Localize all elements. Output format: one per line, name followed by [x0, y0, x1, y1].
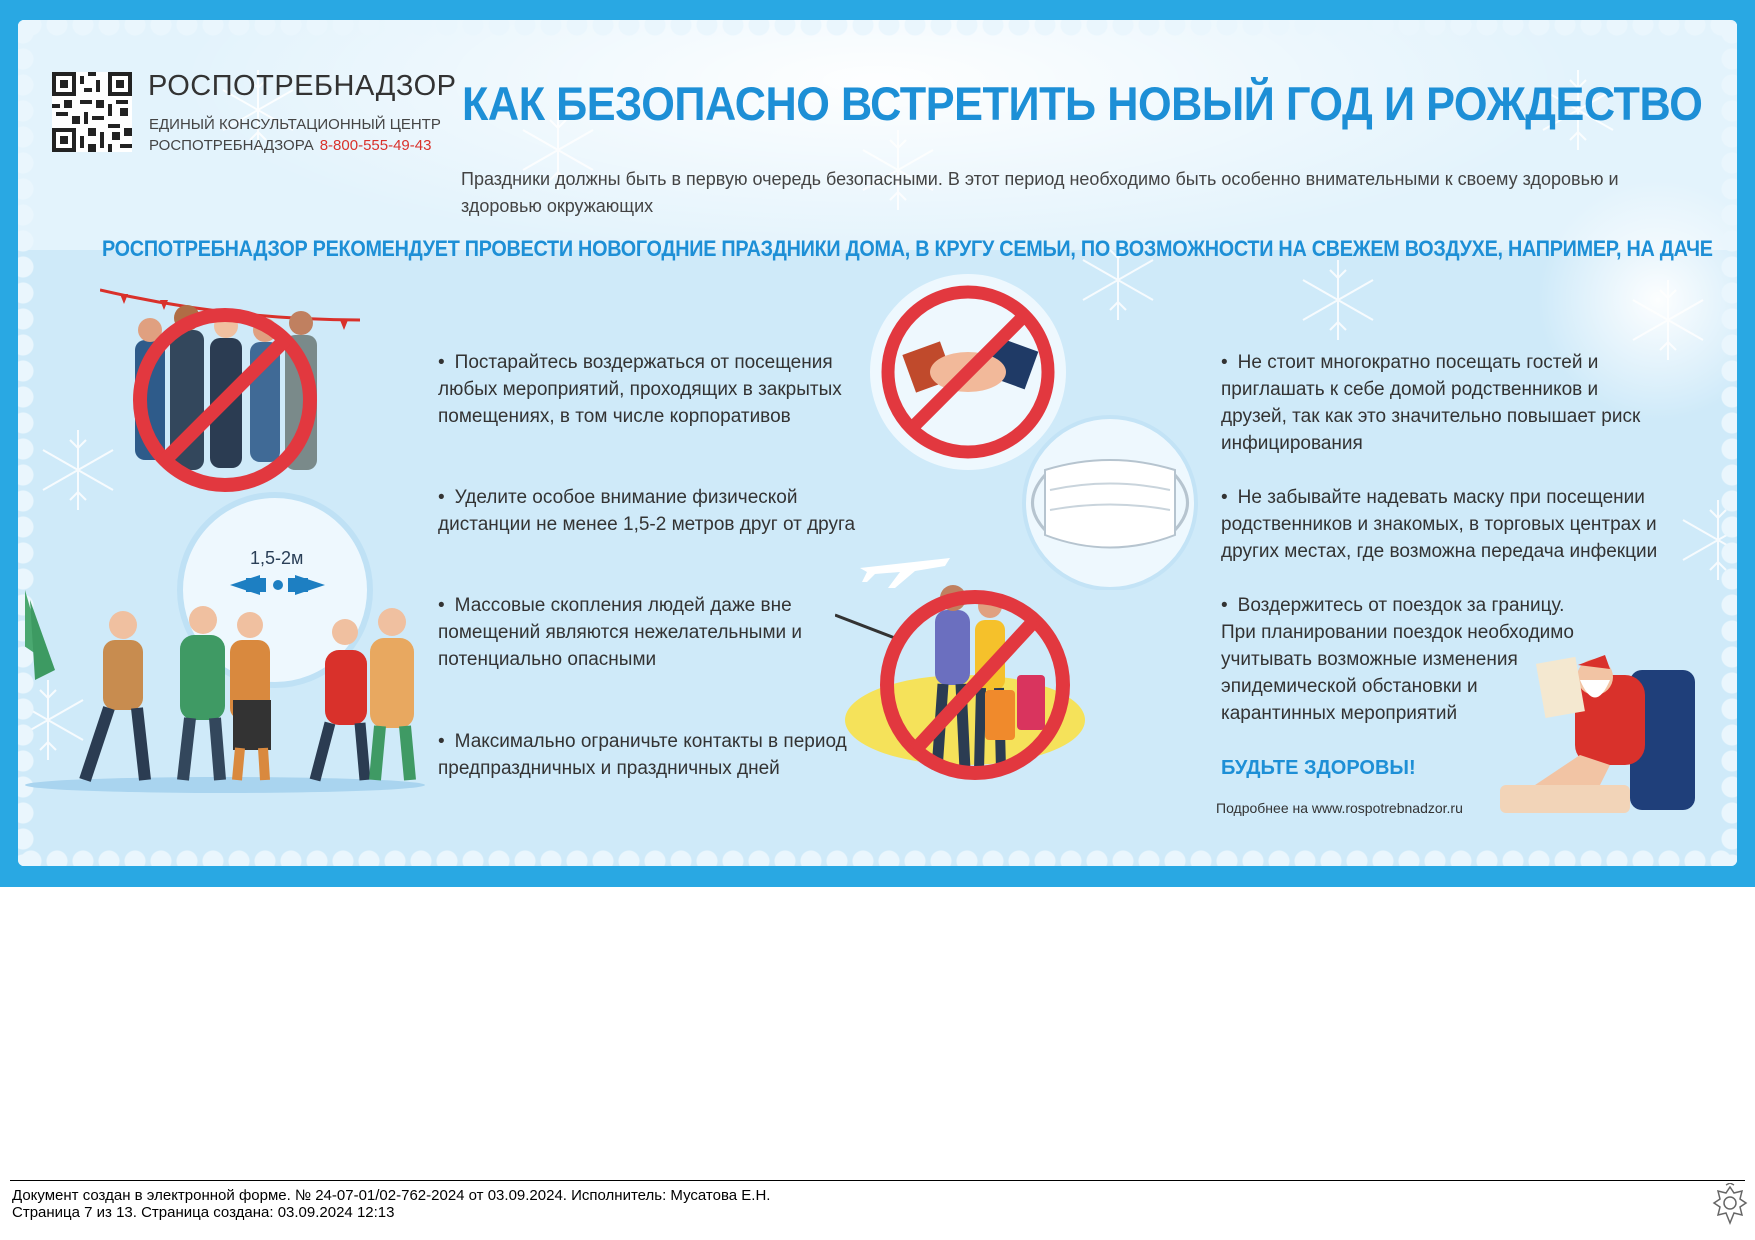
footer-page-info: Страница 7 из 13. Страница создана: 03.09.2024 12:13: [12, 1204, 395, 1221]
org-subtitle-text: РОСПОТРЕБНАДЗОРА: [149, 137, 314, 154]
crowd-illustration: [25, 580, 435, 795]
footer-divider: [10, 1180, 1745, 1181]
be-healthy-label: БУДЬТЕ ЗДОРОВЫ!: [1221, 757, 1416, 779]
emblem-icon: [1710, 1183, 1750, 1227]
list-item: • Максимально ограничьте контакты в период предпраздничных и праздничных дней: [438, 731, 847, 779]
org-subtitle: ЕДИНЫЙ КОНСУЛЬТАЦИОННЫЙ ЦЕНТР: [149, 116, 441, 133]
recommendation-heading: РОСПОТРЕБНАДЗОР РЕКОМЕНДУЕТ ПРОВЕСТИ НОВОГОДНИЕ ПРАЗДНИКИ ДОМА, В КРУГУ СЕМЬИ, ПО ВОЗМОЖНОСТИ НА СВЕЖЕМ ВОЗДУХЕ, НАПРИМЕР, НА ДАЧЕ: [102, 236, 1713, 261]
list-item: • Не стоит многократно посещать гостей и приглашать к себе домой родственников и друзей, так как это значительно повышает риск инфицирования: [1221, 352, 1641, 454]
org-name: РОСПОТРЕБНАДЗОР: [148, 70, 457, 102]
mask-icon: [1010, 415, 1210, 590]
hotline-phone[interactable]: 8-800-555-49-43: [319, 137, 432, 154]
intro-text: Праздники должны быть в первую очередь безопасными. В этот период необходимо быть особенно внимательными к своему здоровью и здоровью окружающих: [461, 169, 1619, 216]
no-travel-icon: [835, 580, 1095, 795]
frame-bubbles-bottom: [18, 848, 1737, 866]
list-item: • Массовые скопления людей даже вне помещений являются нежелательными и потенциально опасными: [438, 595, 803, 670]
list-item-text: Уделите особое внимание физической дистанции не менее 1,5-2 метров друг от друга: [438, 487, 856, 535]
qr-code-icon: [52, 72, 132, 152]
list-item: • Не забывайте надевать маску при посещении родственников и знакомых, в торговых центрах и других местах, где возможна передача инфекции: [1221, 487, 1658, 562]
list-item-text: Массовые скопления людей даже вне помещений являются нежелательными и потенциально опасными: [438, 595, 803, 670]
no-gathering-icon: [100, 280, 360, 500]
more-info-link[interactable]: Подробнее на www.rospotrebnadzor.ru: [1216, 800, 1463, 816]
frame-bubbles-right: [1719, 20, 1737, 866]
list-item: • Воздержитесь от поездок за границу. При планировании поездок необходимо учитывать возможные изменения эпидемической обстановки и карантинных мероприятий: [1221, 595, 1574, 724]
list-item: • Постарайтесь воздержаться от посещения любых мероприятий, проходящих в закрытых помещениях, в том числе корпоративов: [438, 352, 842, 427]
org-subtitle-2: [149, 137, 431, 154]
list-item-text: Максимально ограничьте контакты в период предпраздничных и праздничных дней: [438, 731, 847, 779]
list-item-text: Не стоит многократно посещать гостей и приглашать к себе домой родственников и друзей, так как это значительно повышает риск инфицирования: [1221, 352, 1641, 454]
list-item-text: Не забывайте надевать маску при посещении родственников и знакомых, в торговых центрах и других местах, где возможна передача инфекции: [1221, 487, 1658, 562]
footer-document-info: Документ создан в электронной форме. № 24-07-01/02-762-2024 от 03.09.2024. Исполнитель: Мусатова Е.Н.: [12, 1187, 771, 1204]
frame-bubbles-top: [18, 20, 1737, 38]
page-title: КАК БЕЗОПАСНО ВСТРЕТИТЬ НОВЫЙ ГОД И РОЖДЕСТВО: [462, 77, 1703, 130]
list-item: • Уделите особое внимание физической дистанции не менее 1,5-2 метров друг от друга: [438, 487, 856, 535]
distance-label: 1,5-2м: [250, 548, 304, 568]
list-item-text: Постарайтесь воздержаться от посещения любых мероприятий, проходящих в закрытых помещениях, в том числе корпоративов: [438, 352, 842, 427]
list-item-text: Воздержитесь от поездок за границу. При планировании поездок необходимо учитывать возможные изменения эпидемической обстановки и карантинных мероприятий: [1221, 595, 1574, 724]
